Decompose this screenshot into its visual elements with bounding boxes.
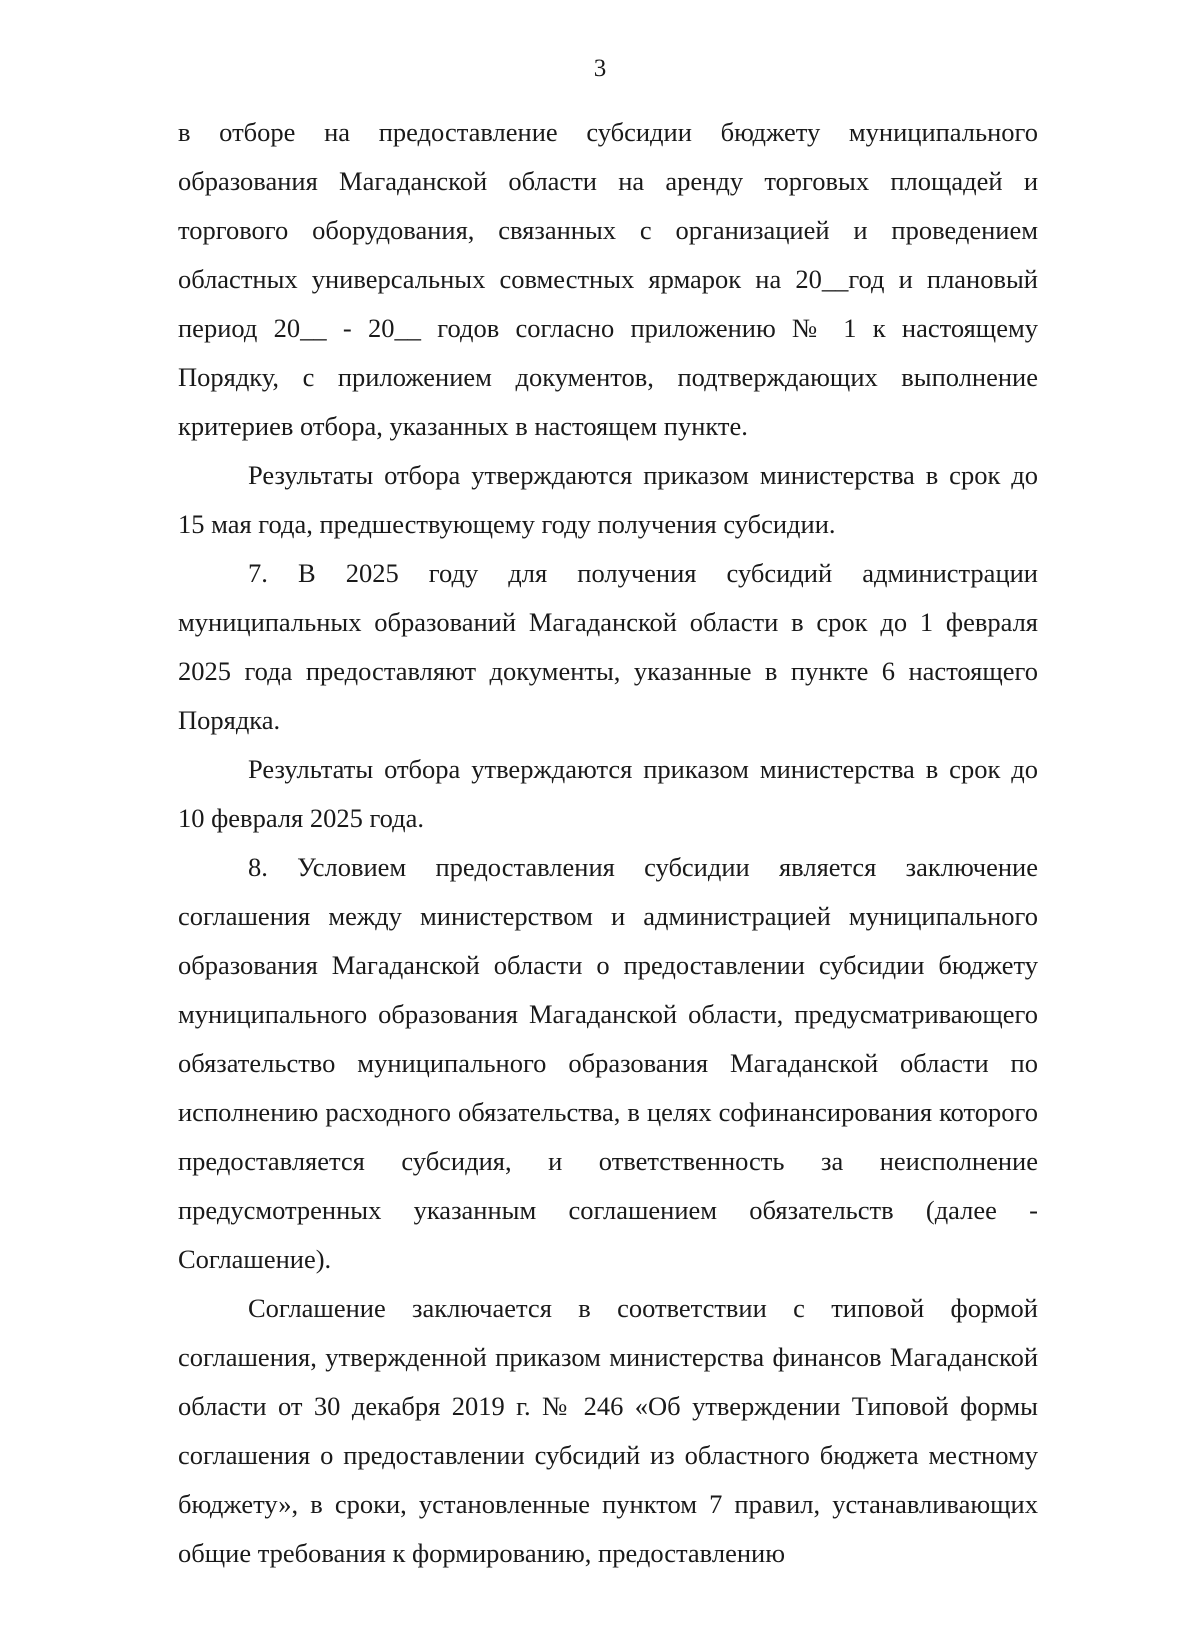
paragraph-agreement-form: Соглашение заключается в соответствии с типовой формой соглашения, утвержденной приказом министерства финансов Магаданской области от 30 декабря 2019 г. № 246 «Об утверждении Типовой формы соглашения о предоставлении субсидий из областного бюджета местному бюджету», в сроки, установленные пунктом 7 правил, устанавливающих общие требования к формированию, предоставлению [178,1293,1038,1568]
paragraph-item-7: 7. В 2025 году для получения субсидий администрации муниципальных образований Магаданской области в срок до 1 февраля 2025 года предоставляют документы, указанные в пункте 6 настоящего Порядка. [178,558,1038,735]
paragraph-item-8: 8. Условием предоставления субсидии является заключение соглашения между министерством и администрацией муниципального образования Магаданской области о предоставлении субсидии бюджету муниципального образования Магаданской области, предусматривающего обязательство муниципального образования Магаданской области по исполнению расходного обязательства, в целях софинансирования которого предоставляется субсидия, и ответственность за неисполнение предусмотренных указанным соглашением обязательств (далее - Соглашение). [178,852,1038,1274]
page-number: 3 [593,55,607,82]
paragraph-results-may: Результаты отбора утверждаются приказом министерства в срок до 15 мая года, предшествующему году получения субсидии. [178,460,1038,539]
paragraph-results-february: Результаты отбора утверждаются приказом министерства в срок до 10 февраля 2025 года. [178,754,1038,833]
paragraph-selection-application: в отборе на предоставление субсидии бюджету муниципального образования Магаданской области на аренду торговых площадей и торгового оборудования, связанных с организацией и проведением областных универсальных совместных ярмарок на 20__год и плановый период 20__ - 20__ годов согласно приложению № 1 к настоящему Порядку, с приложением документов, подтверждающих выполнение критериев отбора, указанных в настоящем пункте. [178,117,1038,441]
document-body [178,108,1038,1578]
